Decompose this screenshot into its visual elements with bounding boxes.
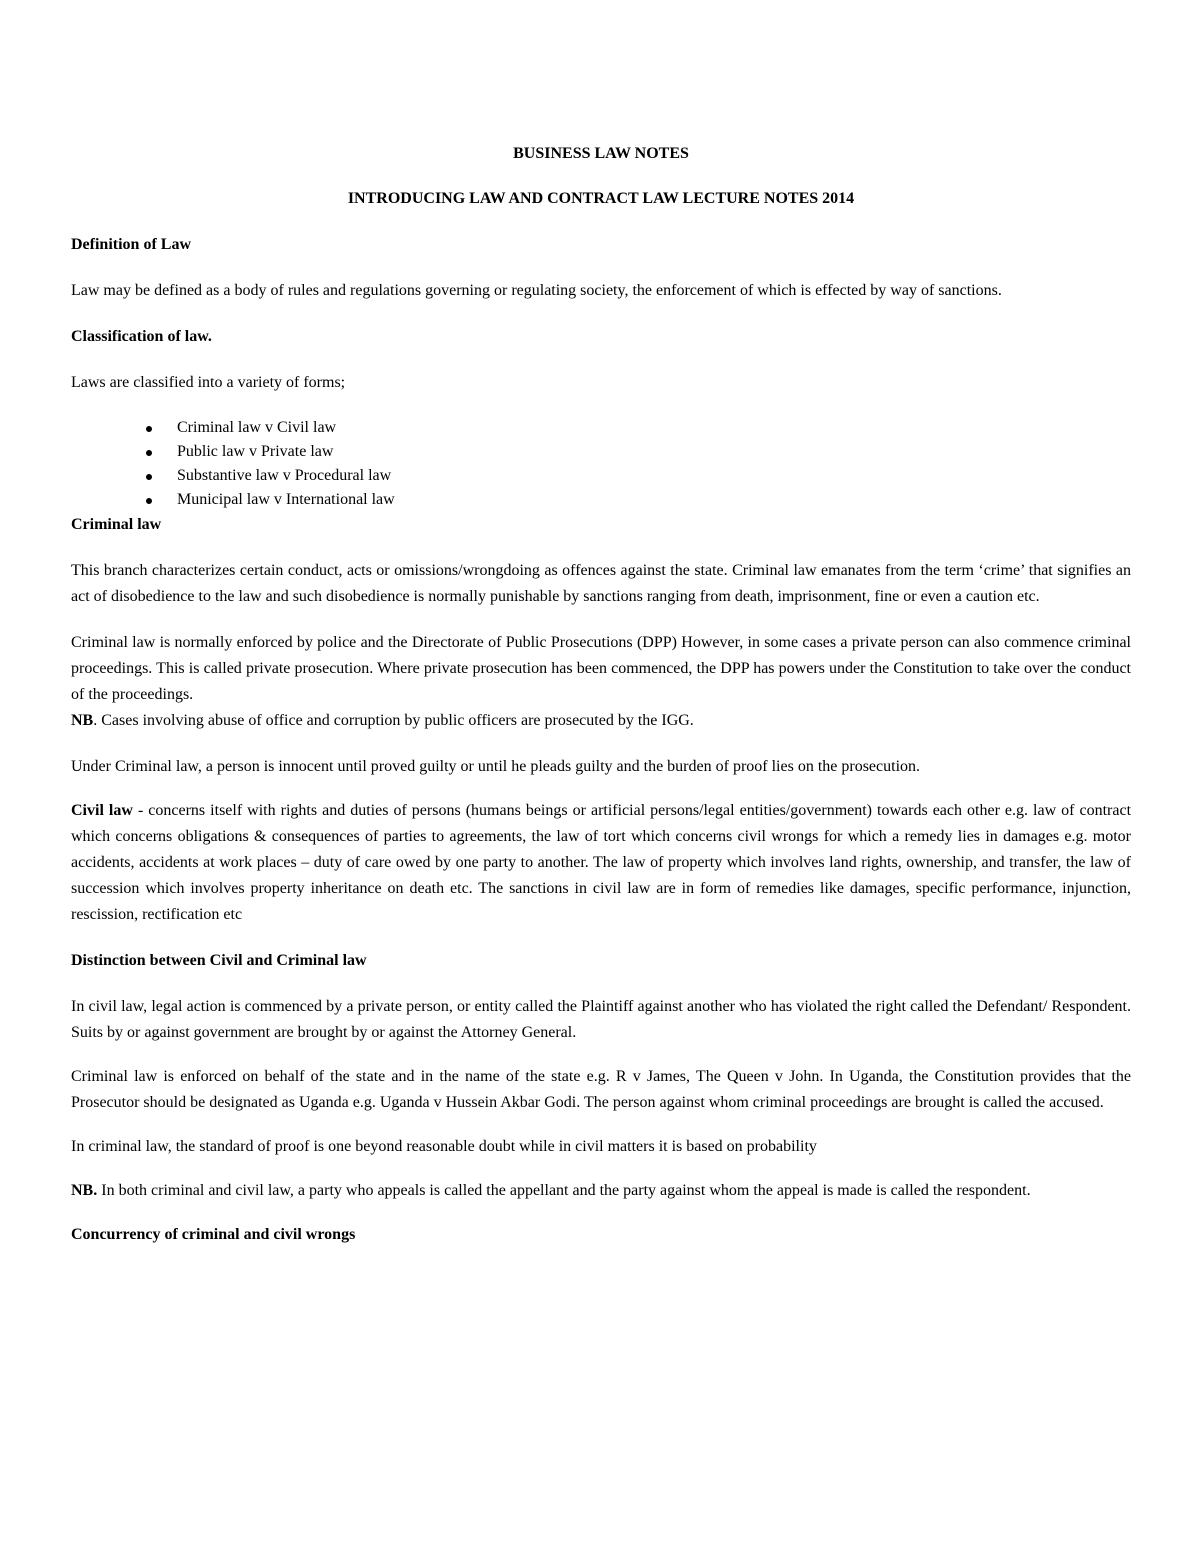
classification-list [71, 416, 1131, 512]
heading-criminal-law: Criminal law [71, 516, 162, 533]
document-subtitle: INTRODUCING LAW AND CONTRACT LAW LECTURE NOTES 2014 [347, 190, 855, 207]
document-title: BUSINESS LAW NOTES [513, 145, 689, 162]
paragraph-civil-law [71, 798, 1131, 928]
civil-law-text: - concerns itself with rights and duties of persons (humans beings or artificial persons/legal entities/government) towards each other e.g. law of contract which concerns obligations & consequences of parties to agreements, the law of tort which concerns civil wrongs for which a remedy lies in damages e.g. motor accidents, accidents at work places – duty of care owed by one party to another. The law of property which involves land rights, ownership, and transfer, the law of succession which involves property inheritance on death etc. The sanctions in civil law are in form of remedies like damages, specific performance, injunction, rescission, rectification etc [71, 802, 1132, 923]
document-body [71, 141, 1131, 1248]
paragraph-criminal-2: Criminal law is normally enforced by police and the Directorate of Public Prosecutions (DPP) However, in some cases a private person can also commence criminal proceedings. This is called private prosecution. Where private prosecution has been commenced, the DPP has powers under the Constitution to take over the conduct of the proceedings. [71, 634, 1131, 703]
list-item: Substantive law v Procedural law [71, 464, 1131, 488]
nb-text: In both criminal and civil law, a party who appeals is called the appellant and the party against whom the appeal is made is called the respondent. [97, 1182, 1031, 1199]
nb-label: NB [71, 712, 94, 729]
list-item: Criminal law v Civil law [71, 416, 1131, 440]
heading-concurrency: Concurrency of criminal and civil wrongs [71, 1226, 356, 1243]
paragraph-classification-intro: Laws are classified into a variety of forms; [71, 374, 346, 391]
list-item: Public law v Private law [71, 440, 1131, 464]
paragraph-nb-igg [71, 708, 1131, 734]
paragraph-distinction-1: In civil law, legal action is commenced by a private person, or entity called the Plaintiff against another who has violated the right called the Defendant/ Respondent. Suits by or against government are brought by or against the Attorney General. [71, 998, 1131, 1041]
heading-definition-of-law: Definition of Law [71, 236, 191, 253]
list-item: Municipal law v International law [71, 488, 1131, 512]
civil-law-label: Civil law [71, 802, 133, 819]
paragraph-nb-appeal [71, 1178, 1131, 1204]
paragraph-distinction-2: Criminal law is enforced on behalf of the state and in the name of the state e.g. R v James, The Queen v John. In Uganda, the Constitution provides that the Prosecutor should be designated as Uganda e.g. Uganda v Hussein Akbar Godi. The person against whom criminal proceedings are brought is called the accused. [71, 1068, 1131, 1111]
paragraph-criminal-1: This branch characterizes certain conduct, acts or omissions/wrongdoing as offences against the state. Criminal law emanates from the term ‘crime’ that signifies an act of disobedience to the law and such disobedience is normally punishable by sanctions ranging from death, imprisonment, fine or even a caution etc. [71, 562, 1131, 605]
nb-text: . Cases involving abuse of office and corruption by public officers are prosecuted by the IGG. [93, 712, 694, 729]
heading-distinction: Distinction between Civil and Criminal law [71, 952, 367, 969]
nb-label: NB. [71, 1182, 98, 1199]
paragraph-distinction-3: In criminal law, the standard of proof is one beyond reasonable doubt while in civil matters it is based on probability [71, 1138, 817, 1155]
paragraph-definition: Law may be defined as a body of rules and regulations governing or regulating society, the enforcement of which is effected by way of sanctions. [71, 282, 1002, 299]
paragraph-criminal-3: Under Criminal law, a person is innocent until proved guilty or until he pleads guilty and the burden of proof lies on the prosecution. [71, 758, 921, 775]
heading-classification: Classification of law. [71, 328, 212, 345]
